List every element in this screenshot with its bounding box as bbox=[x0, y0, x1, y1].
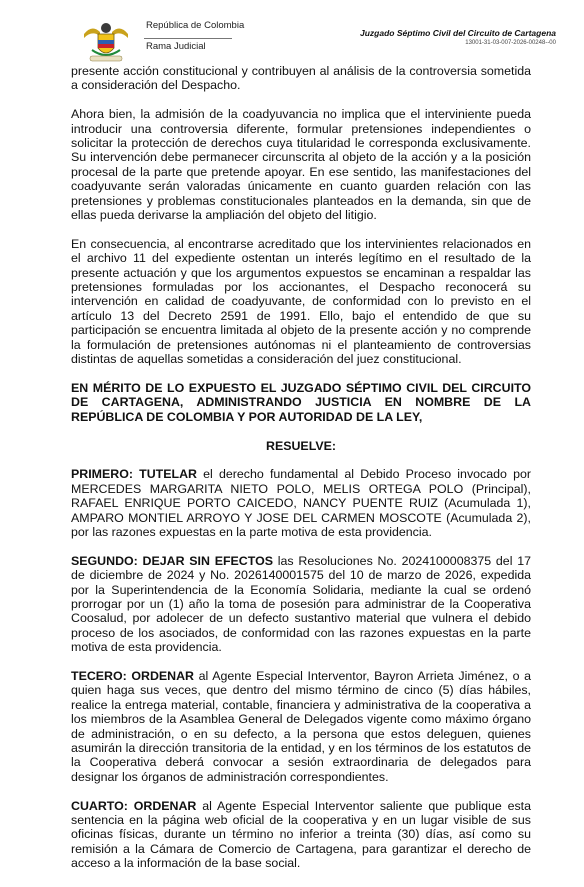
page-header bbox=[0, 14, 584, 64]
primero-text: el derecho fundamental al Debido Proceso invocado por MERCEDES MARGARITA NIETO POLO, MELIS ORTEGA POLO (Principal), RAFAEL ENRIQUE PORTO CAICEDO, NANCY PUENTE RUIZ (Acumulada 1), AMPARO MONTIEL ARROYO Y JOSE DEL CARMEN MOSCOTE (Acumulada 2), por las razones expuestas en la parte motiva de esta providencia. bbox=[71, 467, 531, 539]
segundo-text: las Resoluciones No. 2024100008375 del 17 de diciembre de 2024 y No. 2026140001575 del 10 de marzo de 2026, expedida por la Superintendencia de la Economía Solidaria, mediante la cual se ordenó prorrogar por un (1) año la toma de posesión para administrar de la Cooperativa Coosalud, por adolecer de un defecto sustantivo material que vulnera el debido proceso de los asociados, de conformidad con las razones expuestas en la parte motiva de esta providencia. bbox=[71, 553, 531, 655]
document-body bbox=[71, 64, 531, 885]
cuarto-text: al Agente Especial Interventor saliente que publique esta sentencia en la página web oficial de la cooperativa y en un lugar visible de sus oficinas físicas, durante un término no inferior a treinta (30) días, así como su remisión a la Cámara de Comercio de Cartagena, para garantizar el derecho de acceso a la información de la base social. bbox=[71, 798, 531, 871]
tercero-text: al Agente Especial Interventor, Bayron Arrieta Jiménez, o a quien haga sus veces, que dentro del mismo término de cinco (5) días hábiles, realice la entrega material, contable, financiera y administrativa de la cooperativa a los miembros de la Asamblea General de Delegados vigente como máximo órgano de administración, o en su defecto, a la persona que estos deleguen, quienes asumirán la dirección transitoria de la entidad, y en los términos de los estatutos de la Cooperativa deberá convocar a sesión extraordinaria de delegados para designar los órganos de administración correspondientes. bbox=[71, 668, 531, 784]
tercero-lead: TECERO: ORDENAR bbox=[71, 668, 195, 683]
paragraph-tercero bbox=[71, 669, 531, 784]
paragraph-merito: EN MÉRITO DE LO EXPUESTO EL JUZGADO SÉPTIMO CIVIL DEL CIRCUITO DE CARTAGENA, ADMINISTRANDO JUSTICIA EN NOMBRE DE LA REPÚBLICA DE COLOMBIA Y POR AUTORIDAD DE LA LEY, bbox=[71, 380, 531, 424]
paragraph-continuation: presente acción constitucional y contribuyen al análisis de la controversia sometida a consideración del Despacho. bbox=[71, 64, 531, 93]
cuarto-lead: CUARTO: ORDENAR bbox=[71, 798, 197, 813]
paragraph-segundo bbox=[71, 554, 531, 655]
paragraph-cuarto bbox=[71, 799, 531, 871]
segundo-lead: SEGUNDO: DEJAR SIN EFECTOS bbox=[71, 553, 274, 568]
primero-lead: PRIMERO: TUTELAR bbox=[71, 467, 197, 482]
paragraph-consecuencia: En consecuencia, al encontrarse acreditado que los intervinientes relacionados en el archivo 11 del expediente ostentan un interés legítimo en el resultado de la presente actuación y que los argumentos expuestos se encaminan a respaldar las pretensiones formuladas por los accionantes, el Despacho reconocerá su intervención en calidad de coadyuvante, de conformidad con lo previsto en el artículo 13 del Decreto 2591 de 1991. Ello, bajo el entendido de que su participación se encuentra limitada al objeto de la presente acción y no comprende la formulación de pretensiones autónomas ni el planteamiento de controversias distintas de aquellas sometidas a consideración del juez constitucional. bbox=[71, 236, 531, 367]
paragraph-coadyuvancia: Ahora bien, la admisión de la coadyuvancia no implica que el interviniente pueda introducir una controversia diferente, formular pretensiones independientes o solicitar la protección de derechos cuya titularidad le corresponda exclusivamente. Su intervención debe permanecer circunscrita al objeto de la acción y a la posición procesal de la parte que pretende apoyar. En ese sentido, las manifestaciones del coadyuvante serán valoradas únicamente en cuanto guarden relación con las pretensiones y problemas constitucionales planteados en la demanda, sin que de ellas pueda derivarse la ampliación del objeto del litigio. bbox=[71, 107, 531, 223]
case-number: 13001-31-03-007-2026-00248--00 bbox=[465, 40, 556, 46]
government-name: República de Colombia bbox=[146, 20, 245, 31]
branch-name: Rama Judicial bbox=[146, 41, 206, 52]
paragraph-primero bbox=[71, 467, 531, 539]
colombia-coat-of-arms-icon bbox=[80, 20, 132, 64]
resuelve-heading: RESUELVE: bbox=[266, 438, 336, 453]
court-name: Juzgado Séptimo Civil del Circuito de Cartagena bbox=[359, 28, 556, 38]
header-divider bbox=[144, 38, 232, 39]
